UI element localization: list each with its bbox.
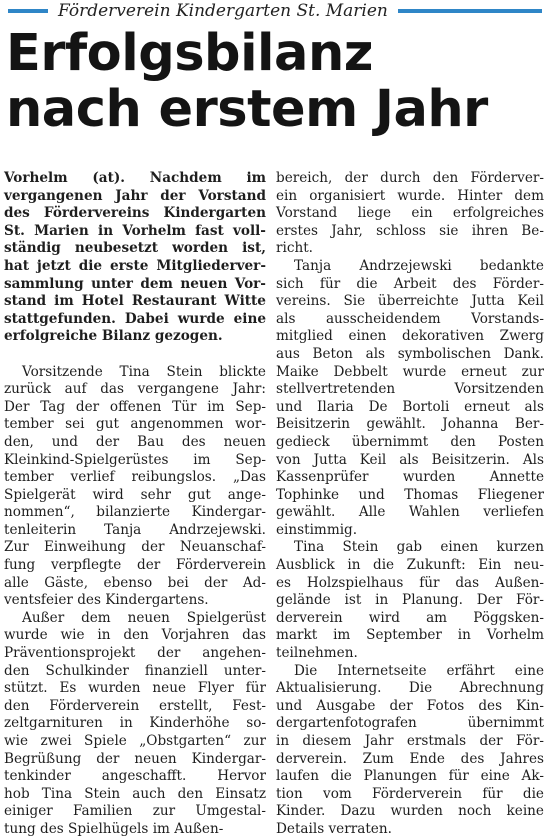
text-line: bereich, der durch den Förderver- bbox=[276, 170, 544, 186]
text-line: tember sei gut angenommen wor- bbox=[4, 416, 266, 433]
text-line: alle Gäste, ebenso bei der Ad- bbox=[4, 574, 266, 591]
text-line: mitglied einen dekorativen Zwerg bbox=[276, 328, 544, 345]
text-line: Tina Stein gab einen kurzen bbox=[294, 539, 544, 556]
text-line: den, und der Bau des neuen bbox=[4, 433, 266, 450]
text-line: ventsfeier des Kindergartens. bbox=[4, 592, 209, 609]
text-line: St. Marien in Vorhelm fast voll- bbox=[4, 222, 266, 239]
text-line: tung des Spielhügels im Außen- bbox=[4, 820, 224, 837]
text-line: Details verraten. bbox=[276, 820, 392, 837]
text-line: und Ilaria De Bortoli erneut als bbox=[276, 398, 544, 415]
text-line: Begrüßung der neuen Kindergar- bbox=[4, 750, 266, 767]
body-paragraph bbox=[4, 364, 266, 610]
text-line: Maike Debbelt wurde erneut zur bbox=[276, 363, 544, 380]
text-line: tion vom Förderverein für die bbox=[276, 785, 544, 802]
text-line: nommen“, bilanzierte Kindergar- bbox=[4, 504, 266, 521]
text-line: Beisitzerin gewählt. Johanna Ber- bbox=[276, 416, 544, 433]
text-line: gedieck übernimmt den Posten bbox=[276, 433, 544, 450]
text-line: zeltgarnituren in Kinderhöhe so- bbox=[4, 715, 266, 732]
headline-line: nach erstem Jahr bbox=[6, 80, 488, 139]
text-line: stattgefunden. Dabei wurde eine bbox=[4, 310, 266, 327]
text-line: Der Tag der offenen Tür im Sep- bbox=[4, 398, 266, 415]
kicker-text: Förderverein Kindergarten St. Marien bbox=[58, 1, 388, 21]
text-line: vereins. Sie überreichte Jutta Keil bbox=[276, 293, 544, 310]
text-line: Außer dem neuen Spielgerüst bbox=[22, 609, 266, 626]
article-column-left bbox=[4, 170, 266, 839]
text-line: Tophinke und Thomas Fliegener bbox=[276, 486, 544, 503]
kicker-rule-left bbox=[8, 9, 48, 13]
text-line: laufen die Planungen für eine Ak- bbox=[276, 768, 544, 785]
body-paragraph bbox=[276, 258, 544, 540]
body-paragraph bbox=[276, 539, 544, 662]
text-line: gewählt. Alle Wahlen verliefen bbox=[276, 504, 544, 521]
text-line: Spielgerät wird sehr gut ange- bbox=[4, 486, 266, 503]
text-line: Zur Einweihung der Neuanschaf- bbox=[4, 539, 266, 556]
text-line: Aktualisierung. Die Abrechnung bbox=[276, 680, 544, 697]
text-line: Präventionsprojekt der angehen- bbox=[4, 645, 266, 662]
kicker-bar bbox=[0, 0, 546, 22]
text-line: teilnehmen. bbox=[276, 645, 358, 662]
text-line: derverein. Zum Ende des Jahres bbox=[276, 750, 544, 767]
body-paragraph bbox=[276, 170, 544, 258]
text-line: den Förderverein erstellt, Fest- bbox=[4, 697, 266, 714]
text-line: Vorsitzende Tina Stein blickte bbox=[22, 363, 266, 380]
text-line: einstimmig. bbox=[276, 521, 358, 538]
text-line: von Jutta Keil als Beisitzerin. Als bbox=[276, 451, 544, 468]
text-line: Kassenprüfer wurden Annette bbox=[276, 469, 544, 486]
text-line: markt im September in Vorhelm bbox=[276, 627, 544, 644]
text-line: richt. bbox=[276, 240, 313, 257]
text-line: als ausscheidendem Vorstands- bbox=[276, 310, 544, 327]
text-line: Tanja Andrzejewski bedankte bbox=[294, 257, 544, 274]
text-line: aus Beton als symbolischen Dank. bbox=[276, 345, 544, 362]
text-line: in diesem Jahr erstmals der För- bbox=[276, 733, 544, 749]
text-line: Kinder. Dazu wurden noch keine bbox=[276, 803, 544, 820]
article-column-right bbox=[276, 170, 544, 839]
body-paragraph bbox=[4, 610, 266, 839]
text-line: derverein wird am Pöggsken- bbox=[276, 609, 544, 626]
headline bbox=[6, 26, 546, 138]
text-line: des Fördervereins Kindergarten bbox=[4, 205, 266, 222]
body-paragraph bbox=[276, 663, 544, 839]
text-line: sammlung unter dem neuen Vor- bbox=[4, 275, 266, 292]
text-line: stellvertretenden Vorsitzenden bbox=[276, 381, 544, 398]
text-line: und Ausgabe der Fotos des Kin- bbox=[276, 697, 544, 714]
text-line: zurück auf das vergangene Jahr: bbox=[4, 381, 266, 398]
text-line: gelände ist in Planung. Der För- bbox=[276, 592, 544, 609]
text-line: hat jetzt die erste Mitgliederver- bbox=[4, 257, 266, 274]
text-line: ständig neubesetzt worden ist, bbox=[4, 240, 266, 257]
text-line: sich für die Arbeit des Förder- bbox=[276, 275, 544, 292]
text-line: ein organisiert wurde. Hinter dem bbox=[276, 187, 544, 204]
text-line: Kleinkind-Spielgerüstes im Sep- bbox=[4, 451, 266, 468]
text-line: tenleiterin Tanja Andrzejewski. bbox=[4, 521, 266, 538]
text-line: es Holzspielhaus für das Außen- bbox=[276, 574, 544, 591]
text-line: erstes Jahr, schloss sie ihren Be- bbox=[276, 222, 544, 239]
text-line: stand im Hotel Restaurant Witte bbox=[4, 293, 266, 310]
text-line: stützt. Es wurden neue Flyer für bbox=[4, 680, 266, 697]
text-line: Vorhelm (at). Nachdem im bbox=[4, 170, 266, 186]
kicker-rule-right bbox=[398, 9, 542, 13]
text-line: fung verpflegte der Förderverein bbox=[4, 557, 266, 574]
text-line: tenkinder angeschafft. Hervor bbox=[4, 768, 266, 785]
text-line: tember verlief reibungslos. „Das bbox=[4, 469, 266, 486]
text-line: vergangenen Jahr der Vorstand bbox=[4, 187, 266, 204]
text-line: wie zwei Spiele „Obstgarten“ zur bbox=[4, 733, 266, 749]
text-line: wurde wie in den Vorjahren das bbox=[4, 627, 266, 644]
text-line: Ausblick in die Zukunft: Ein neu- bbox=[276, 557, 544, 574]
text-line: den Schulkinder finanziell unter- bbox=[4, 662, 266, 679]
lead-paragraph bbox=[4, 170, 266, 346]
text-line: Die Internetseite erfährt eine bbox=[294, 662, 544, 679]
text-line: hob Tina Stein auch den Einsatz bbox=[4, 785, 266, 802]
headline-line: Erfolgsbilanz bbox=[6, 24, 373, 83]
text-line: dergartenfotografen übernimmt bbox=[276, 715, 544, 732]
text-line: einiger Familien zur Umgestal- bbox=[4, 803, 266, 820]
text-line: Vorstand liege ein erfolgreiches bbox=[276, 205, 544, 222]
text-line: erfolgreiche Bilanz gezogen. bbox=[4, 328, 223, 345]
